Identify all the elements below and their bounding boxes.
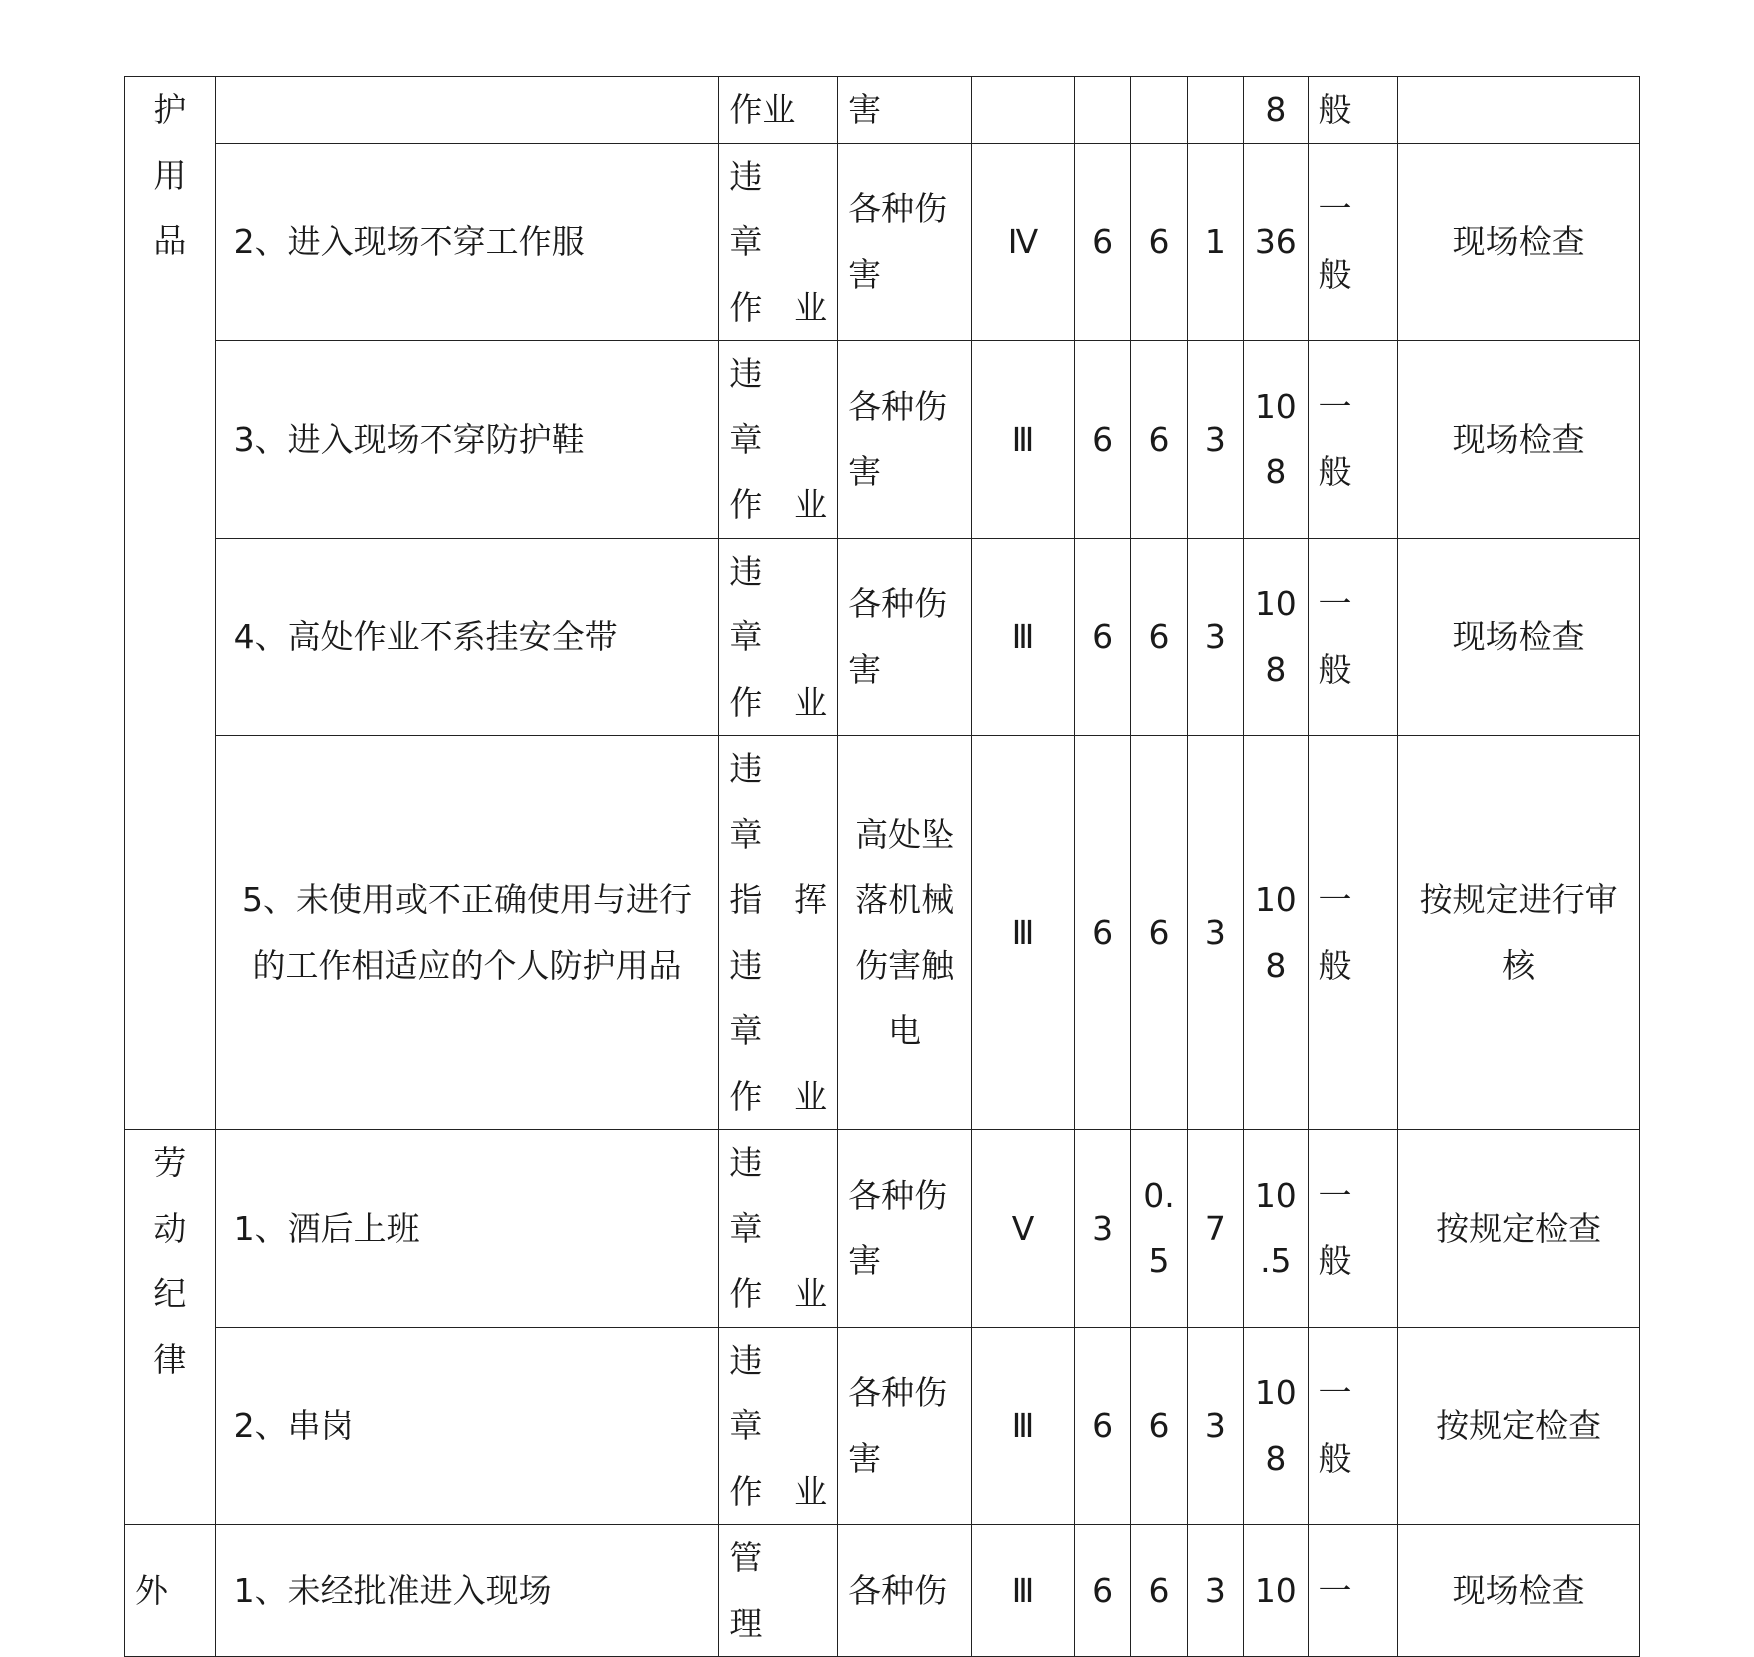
grade-cell: 一 般: [1308, 341, 1398, 539]
c-value-cell: 3: [1187, 1525, 1243, 1657]
measure-cell: 按规定进行审 核: [1398, 736, 1640, 1130]
c-value-cell: 3: [1187, 1327, 1243, 1525]
l-value-cell: 6: [1074, 736, 1130, 1130]
item-cell: 5、未使用或不正确使用与进行 的工作相适应的个人防护用品: [215, 736, 719, 1130]
behavior-cell: 违 章 作业: [719, 1327, 838, 1525]
hazard-cell: 各种伤 害: [838, 143, 972, 341]
c-value-cell: 3: [1187, 736, 1243, 1130]
e-value-cell: 6: [1131, 538, 1187, 736]
l-value-cell: 6: [1074, 538, 1130, 736]
measure-cell: 现场检查: [1398, 143, 1640, 341]
item-cell: 2、进入现场不穿工作服: [215, 143, 719, 341]
behavior-cell: 违 章 作业: [719, 143, 838, 341]
hazard-cell: 害: [838, 77, 972, 144]
d-value-cell: 10 8: [1244, 341, 1308, 539]
level-cell: Ⅲ: [972, 736, 1075, 1130]
grade-cell: 一 般: [1308, 1130, 1398, 1328]
behavior-cell: 违 章 作业: [719, 341, 838, 539]
hazard-cell: 各种伤 害: [838, 1130, 972, 1328]
level-cell: Ⅲ: [972, 341, 1075, 539]
table-row: [125, 77, 1640, 144]
l-value-cell: 6: [1074, 341, 1130, 539]
e-value-cell: 6: [1131, 143, 1187, 341]
behavior-cell: 作业: [719, 77, 838, 144]
table-row: [125, 143, 1640, 341]
level-cell: Ⅲ: [972, 538, 1075, 736]
table-row: [125, 1327, 1640, 1525]
grade-cell: 一 般: [1308, 736, 1398, 1130]
behavior-cell: 违 章 作业: [719, 1130, 838, 1328]
c-value-cell: 7: [1187, 1130, 1243, 1328]
table-row: [125, 341, 1640, 539]
item-cell: 1、酒后上班: [215, 1130, 719, 1328]
item-cell: 3、进入现场不穿防护鞋: [215, 341, 719, 539]
grade-cell: 般: [1308, 77, 1398, 144]
grade-cell: 一 般: [1308, 538, 1398, 736]
measure-cell: 现场检查: [1398, 1525, 1640, 1657]
d-value-cell: 8: [1244, 77, 1308, 144]
e-value-cell: [1131, 77, 1187, 144]
measure-cell: 按规定检查: [1398, 1327, 1640, 1525]
level-cell: [972, 77, 1075, 144]
l-value-cell: [1074, 77, 1130, 144]
e-value-cell: 0. 5: [1131, 1130, 1187, 1328]
hazard-cell: 各种伤 害: [838, 1327, 972, 1525]
table-row: [125, 538, 1640, 736]
behavior-cell: 违 章 作业: [719, 538, 838, 736]
l-value-cell: 3: [1074, 1130, 1130, 1328]
table-row: [125, 736, 1640, 1130]
risk-assessment-table: [124, 76, 1640, 1657]
grade-cell: 一 般: [1308, 143, 1398, 341]
e-value-cell: 6: [1131, 736, 1187, 1130]
d-value-cell: 10 .5: [1244, 1130, 1308, 1328]
level-cell: Ⅳ: [972, 143, 1075, 341]
d-value-cell: 36: [1244, 143, 1308, 341]
measure-cell: 按规定检查: [1398, 1130, 1640, 1328]
category-cell-protective: 护 用 品: [125, 77, 216, 1130]
e-value-cell: 6: [1131, 1525, 1187, 1657]
e-value-cell: 6: [1131, 341, 1187, 539]
grade-cell: 一: [1308, 1525, 1398, 1657]
hazard-cell: 各种伤 害: [838, 341, 972, 539]
l-value-cell: 6: [1074, 1327, 1130, 1525]
behavior-cell: 违 章 指挥 违 章 作业: [719, 736, 838, 1130]
c-value-cell: 1: [1187, 143, 1243, 341]
measure-cell: 现场检查: [1398, 341, 1640, 539]
category-cell-external: 外: [125, 1525, 216, 1657]
level-cell: Ⅲ: [972, 1525, 1075, 1657]
item-cell: 4、高处作业不系挂安全带: [215, 538, 719, 736]
d-value-cell: 10 8: [1244, 1327, 1308, 1525]
measure-cell: [1398, 77, 1640, 144]
measure-cell: 现场检查: [1398, 538, 1640, 736]
hazard-cell: 高处坠 落机械 伤害触 电: [838, 736, 972, 1130]
table-row: [125, 1525, 1640, 1657]
item-cell: [215, 77, 719, 144]
d-value-cell: 10: [1244, 1525, 1308, 1657]
grade-cell: 一 般: [1308, 1327, 1398, 1525]
c-value-cell: 3: [1187, 341, 1243, 539]
d-value-cell: 10 8: [1244, 538, 1308, 736]
hazard-cell: 各种伤: [838, 1525, 972, 1657]
c-value-cell: 3: [1187, 538, 1243, 736]
behavior-cell: 管 理: [719, 1525, 838, 1657]
l-value-cell: 6: [1074, 143, 1130, 341]
level-cell: Ⅲ: [972, 1327, 1075, 1525]
d-value-cell: 10 8: [1244, 736, 1308, 1130]
category-cell-discipline: 劳 动 纪 律: [125, 1130, 216, 1525]
e-value-cell: 6: [1131, 1327, 1187, 1525]
level-cell: Ⅴ: [972, 1130, 1075, 1328]
c-value-cell: [1187, 77, 1243, 144]
item-cell: 2、串岗: [215, 1327, 719, 1525]
l-value-cell: 6: [1074, 1525, 1130, 1657]
table-row: [125, 1130, 1640, 1328]
item-cell: 1、未经批准进入现场: [215, 1525, 719, 1657]
hazard-cell: 各种伤 害: [838, 538, 972, 736]
